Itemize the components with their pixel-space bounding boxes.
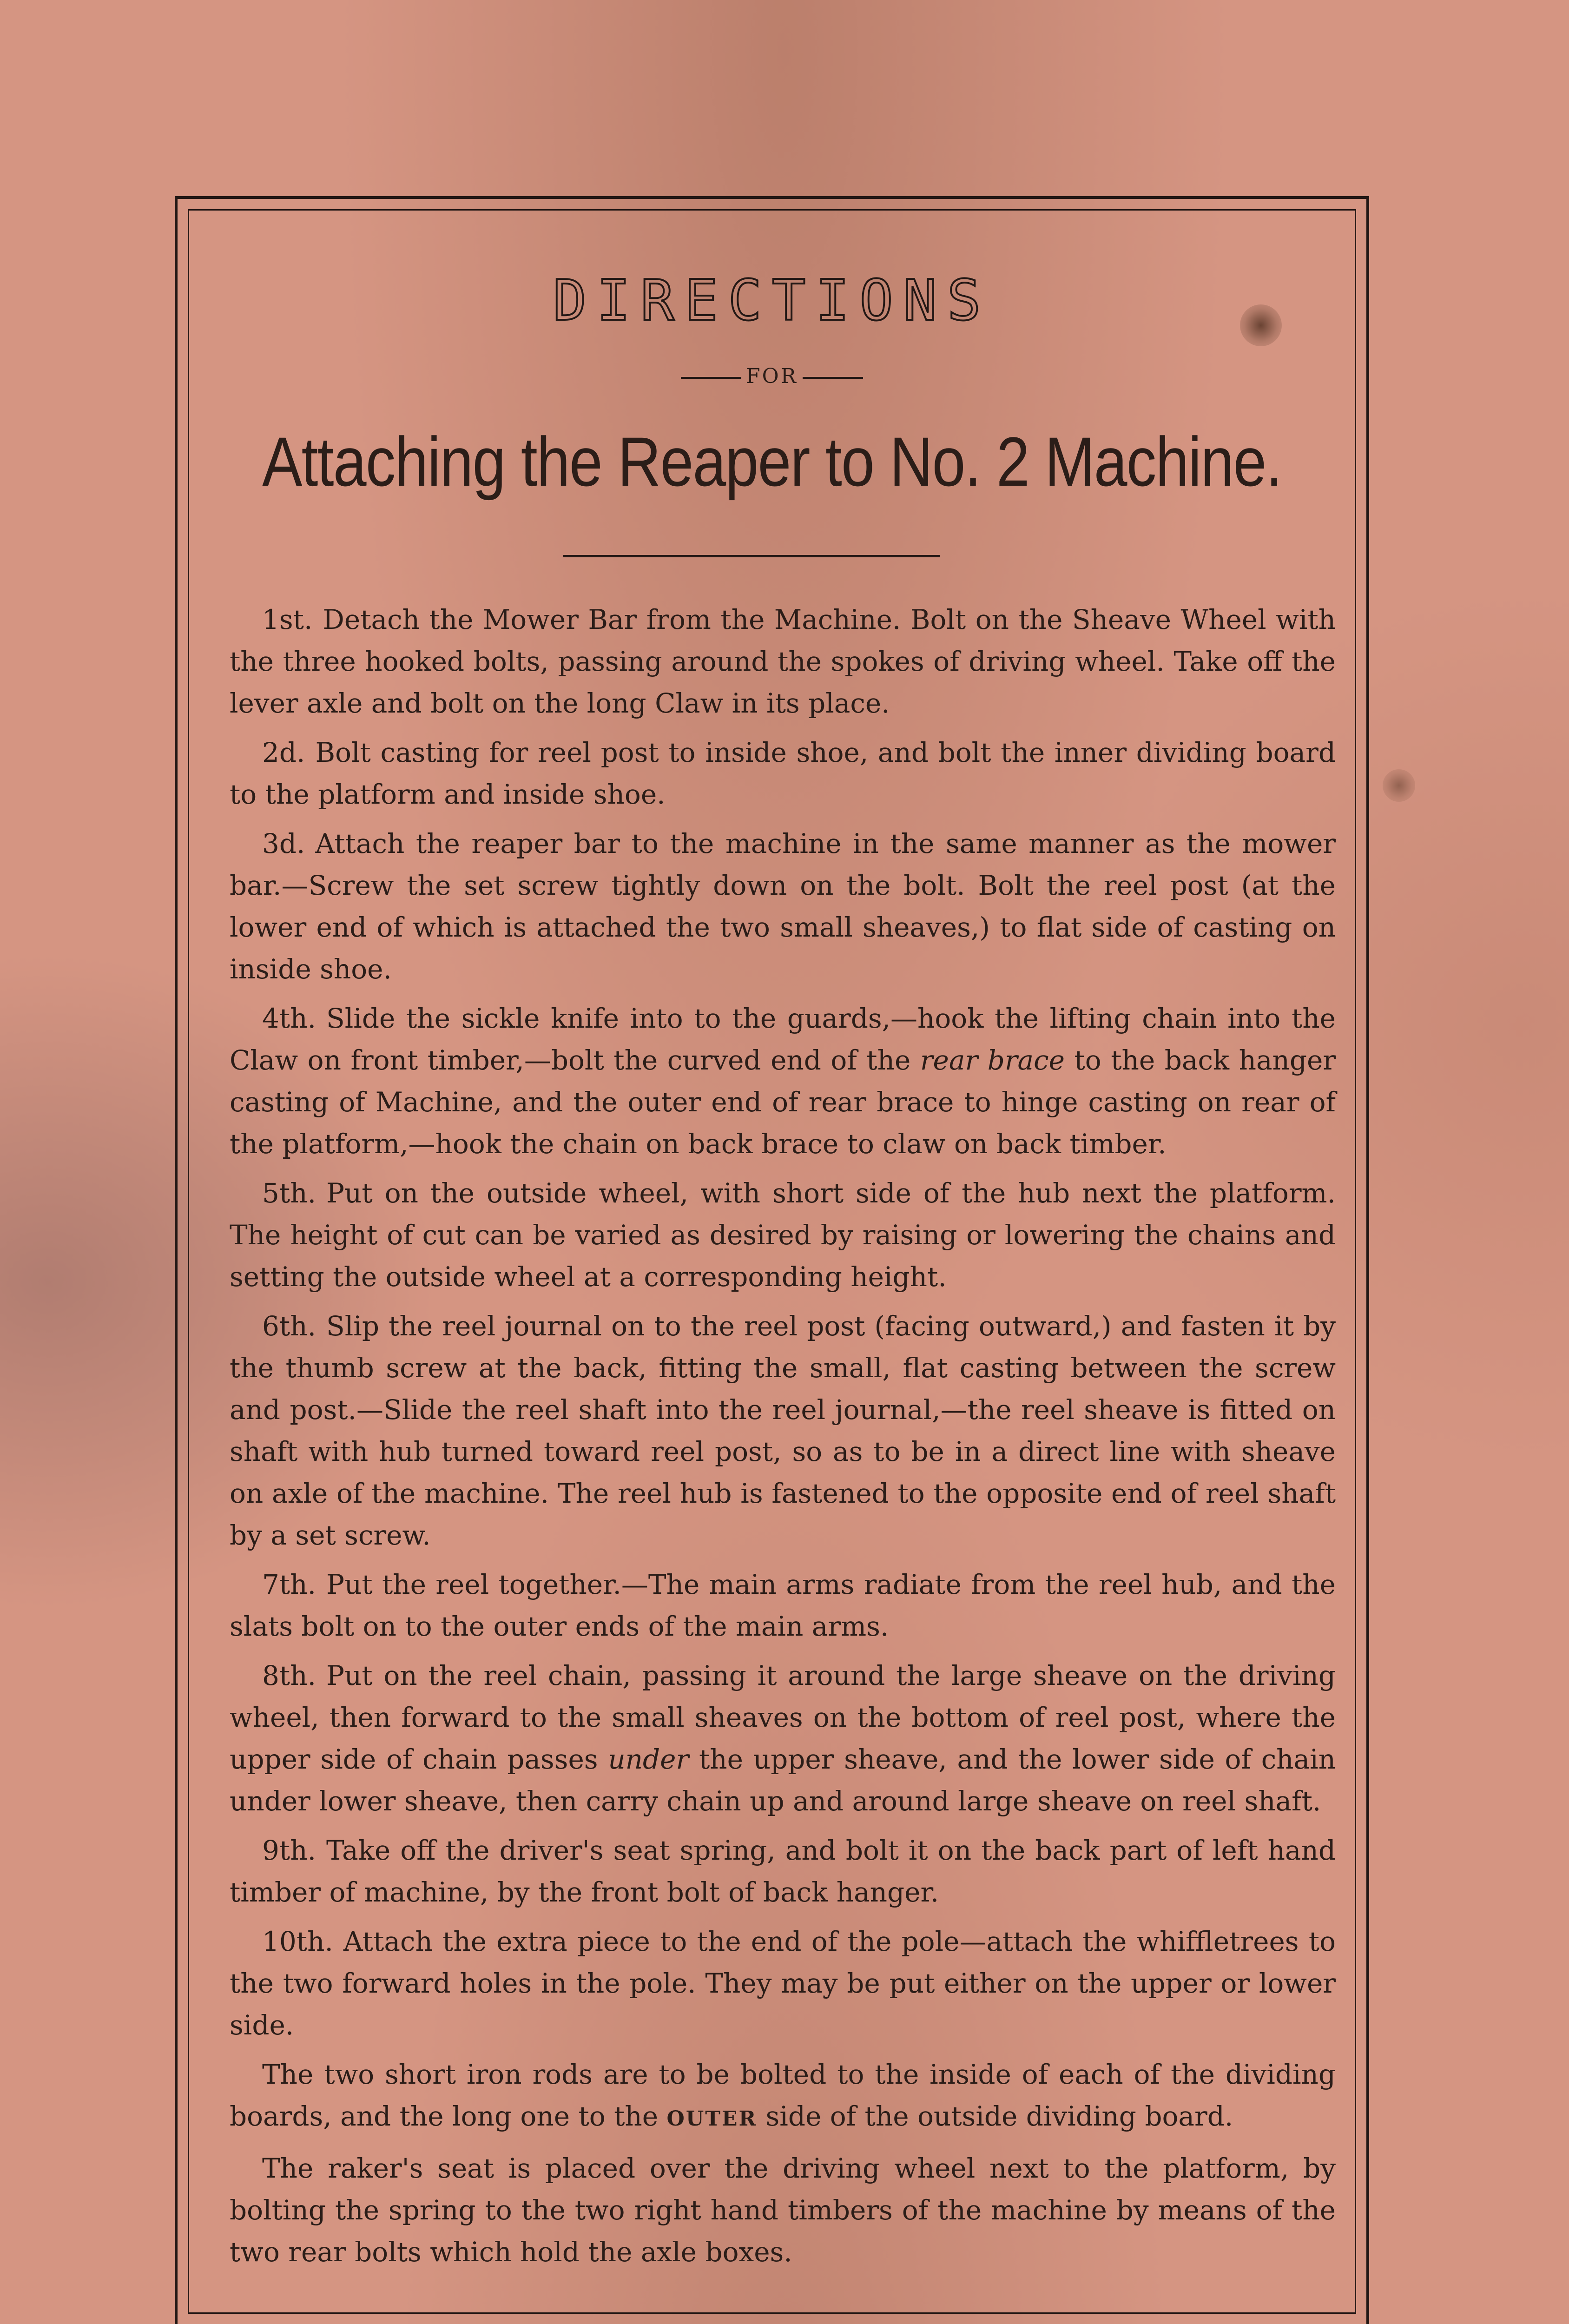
step-number: 9th. xyxy=(262,1835,316,1866)
step-text-continued: to the back hanger casting of Machine, and the outer end of rear brace to hinge casting on rear of the platform,—hook the chain on back brace to claw on back timber. xyxy=(230,1044,1336,1160)
step-emphasis: under xyxy=(608,1743,689,1775)
note-raker-seat xyxy=(230,2147,1336,2273)
step-7 xyxy=(230,1564,1336,1647)
step-9 xyxy=(230,1829,1336,1913)
note-text: The two short iron rods are to be bolted to the inside of each of the dividing boards, and the long one to the xyxy=(230,2059,1336,2132)
step-number: 3d. xyxy=(262,828,305,859)
for-dash-left xyxy=(681,377,741,379)
step-text: Take off the driver's seat spring, and bolt it on the back part of left hand timber of machine, by the front bolt of back hanger. xyxy=(230,1835,1336,1908)
step-number: 8th. xyxy=(262,1660,316,1691)
ink-stain xyxy=(1383,769,1415,802)
document-frame xyxy=(175,196,1369,2324)
step-3 xyxy=(230,823,1336,990)
step-text: Slide the sickle knife into to the guards,—hook the lifting chain into the Claw on front timber,—bolt the curved end of the xyxy=(230,1003,1336,1076)
step-number: 6th. xyxy=(262,1310,316,1342)
step-10 xyxy=(230,1921,1336,2046)
note-text: The raker's seat is placed over the driving wheel next to the platform, by bolting the spring to the two right hand timbers of the machine by means of the two rear bolts which hold the axle boxes. xyxy=(230,2152,1336,2268)
step-1 xyxy=(230,599,1336,724)
step-text-continued: the upper sheave, and the lower side of chain under lower sheave, then carry chain up and around large sheave on reel shaft. xyxy=(230,1743,1336,1817)
step-text: Bolt casting for reel post to inside shoe, and bolt the inner dividing board to the platform and inside shoe. xyxy=(230,737,1336,810)
step-text: Put on the outside wheel, with short side of the hub next the platform. The height of cut can be varied as desired by raising or lowering the chains and setting the outside wheel at a corresponding height. xyxy=(230,1177,1336,1293)
for-line xyxy=(178,366,1366,387)
heading: DIRECTIONS xyxy=(553,269,991,333)
step-4 xyxy=(230,997,1336,1165)
step-number: 5th. xyxy=(262,1177,316,1209)
step-number: 2d. xyxy=(262,737,305,768)
step-8 xyxy=(230,1655,1336,1822)
step-number: 4th. xyxy=(262,1003,316,1034)
for-label: FOR xyxy=(746,364,798,388)
step-2 xyxy=(230,732,1336,815)
step-text: Attach the reaper bar to the machine in the same manner as the mower bar.—Screw the set screw tightly down on the bolt. Bolt the reel post (at the lower end of which is attached the two small sheaves,) to flat side of casting on inside shoe. xyxy=(230,828,1336,985)
step-text: Detach the Mower Bar from the Machine. Bolt on the Sheave Wheel with the three hooked bolts, passing around the spokes of driving wheel. Take off the lever axle and bolt on the long Claw in its place. xyxy=(230,604,1336,719)
step-emphasis: rear brace xyxy=(920,1044,1065,1076)
title-rule xyxy=(563,555,940,557)
step-text: Put on the reel chain, passing it around the large sheave on the driving wheel, then forward to the small sheaves on the bottom of reel post, where the upper side of chain passes xyxy=(230,1660,1336,1775)
step-6 xyxy=(230,1305,1336,1556)
note-caps: OUTER xyxy=(666,2107,758,2131)
step-text: Slip the reel journal on to the reel post (facing outward,) and fasten it by the thumb screw at the back, fitting the small, flat casting between the screw and post.—Slide the reel shaft into the reel journal,—the reel sheave is fitted on shaft with hub turned toward reel post, so as to be in a direct line with sheave on axle of the machine. The reel hub is fastened to the opposite end of reel shaft by a set screw. xyxy=(230,1310,1336,1551)
step-5 xyxy=(230,1172,1336,1298)
step-number: 7th. xyxy=(262,1569,316,1600)
step-number: 1st. xyxy=(262,604,313,635)
directions-body xyxy=(230,599,1336,2273)
note-text-continued: side of the outside dividing board. xyxy=(765,2100,1233,2132)
step-number: 10th. xyxy=(262,1926,333,1957)
page-title: Attaching the Reaper to No. 2 Machine. xyxy=(262,423,1282,501)
step-text: Put the reel together.—The main arms radiate from the reel hub, and the slats bolt on to the outer ends of the main arms. xyxy=(230,1569,1336,1642)
for-dash-right xyxy=(803,377,863,379)
step-text: Attach the extra piece to the end of the pole—attach the whiffletrees to the two forward holes in the pole. They may be put either on the upper or lower side. xyxy=(230,1926,1336,2041)
note-iron-rods xyxy=(230,2053,1336,2140)
